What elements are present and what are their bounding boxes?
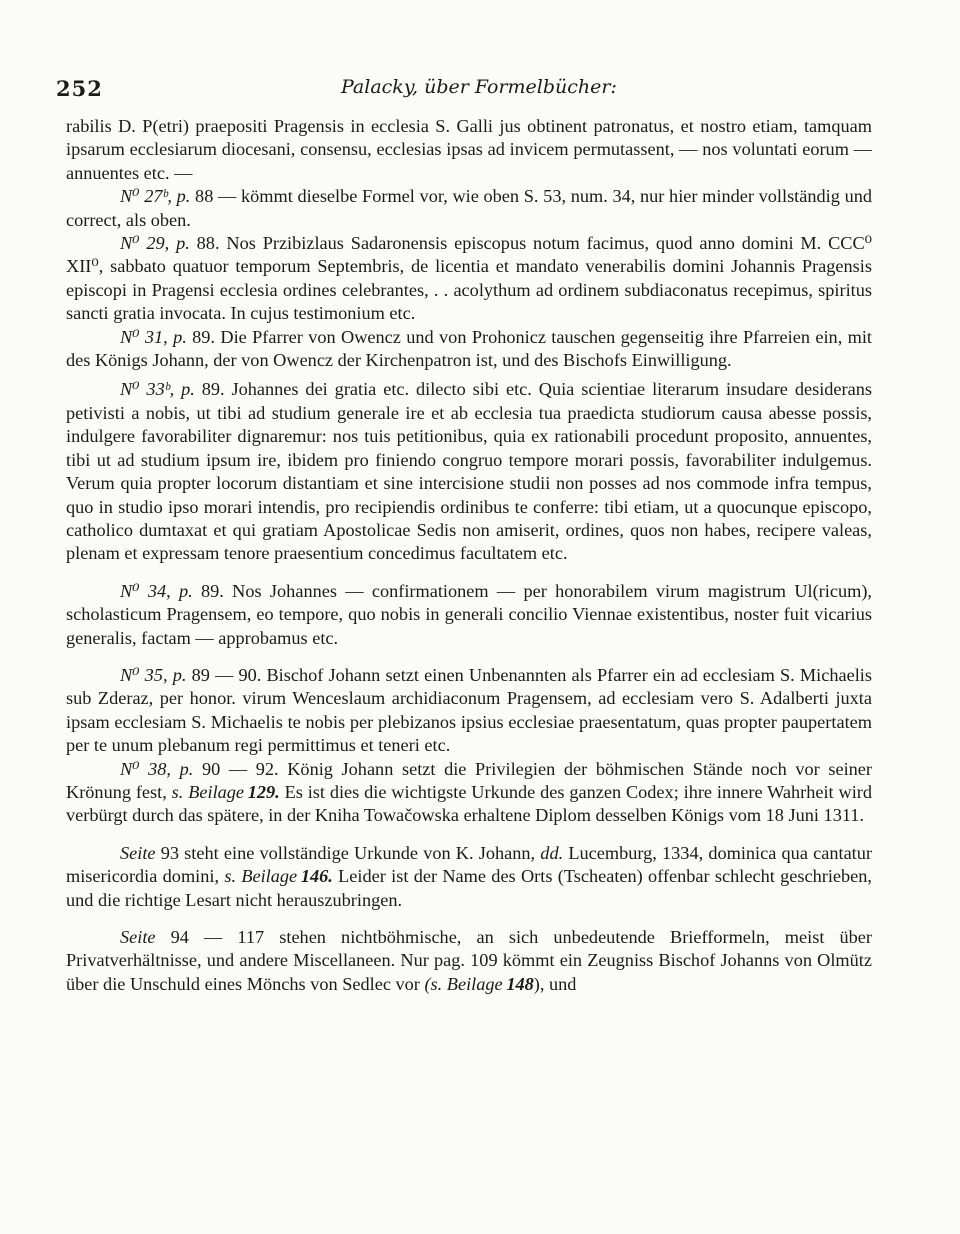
beilage-ref: s. Beilage	[224, 866, 298, 887]
seite-93	[66, 842, 872, 912]
entry-29	[66, 232, 872, 326]
entry-text-continued: Es ist dies die wichtigste Urkunde des ganzen Codex; ihre innere Wahrheit wird verbürgt durch das spätere, in der Kniha Towačowska erhaltene Diplom desselben Königs vom 18 Juni 1311.	[66, 781, 872, 826]
page-header	[56, 76, 876, 106]
entry-text: 89 — 90. Bischof Johann setzt einen Unbenannten als Pfarrer ein ad ecclesiam S. Michaelis sub Zderaz, per honor. virum Wenceslaum archidiaconum Pragensem, ad ecclesiam vero S. Adalberti juxta ipsam ecclesiam S. Michaelis te nobis per plebizanos ipsius ecclesiae praesentatum, quas propter paupertatem per te unum plebanum regi permittimus et teneri etc.	[66, 664, 873, 756]
page-number: 252	[56, 76, 103, 101]
beilage-number: 129.	[247, 781, 280, 802]
entry-35	[66, 664, 872, 758]
running-title: Palacky, über Formelbücher:	[341, 76, 617, 98]
entry-31	[66, 326, 872, 373]
entry-text: 88. Nos Przibizlaus Sadaronensis episcopus notum facimus, quod anno domini M. CCC⁰ XII⁰, sabbato quatuor temporum Septembris, de licentia et mandato venerabilis domini Johannis Pragensis episcopi in Pragensi ecclesia ordines celebrantes, . . acolythum ad ordinem subdiaconatus recepimus, spiritus sancti gratia invocata. In cujus testimonium etc.	[66, 233, 872, 324]
entry-ref: N⁰ 27ᵇ, p.	[120, 186, 191, 207]
entry-text: 88 — kömmt dieselbe Formel vor, wie oben S. 53, num. 34, nur hier minder vollständig und correct, als oben.	[66, 186, 872, 230]
entry-text: 89. Nos Johannes — confirmationem — per honorabilem virum magistrum Ul(ricum), scholasticum Pragensem, eo tempore, quo nobis in generali concilio Viennae existentibus, noster fuit vicarius generalis, factam — approbamus etc.	[66, 580, 872, 648]
beilage-ref: (s. Beilage	[424, 973, 503, 994]
paragraph-continuation	[66, 115, 872, 185]
entry-38	[66, 758, 872, 828]
entry-text: 89. Die Pfarrer von Owencz und von Prohonicz tauschen gegenseitig ihre Pfarreien ein, mit des Königs Johann, der von Owencz der Kirchenpatron ist, und des Bischofs Einwilligung.	[66, 326, 872, 371]
seite-text-end: ), und	[533, 973, 577, 994]
entry-ref: N⁰ 35, p.	[120, 664, 187, 685]
entry-ref: N⁰ 38, p.	[120, 758, 194, 779]
entry-34	[66, 580, 872, 650]
seite-text: 94 — 117 stehen nichtböhmische, an sich unbedeutende Briefformeln, meist über Privatverhältnisse, und andere Miscellaneen. Nur pag. 109 kömmt ein Zeugniss Bischof Johanns von Olmütz über die Unschuld eines Mönchs von Sedlec vor	[66, 927, 872, 994]
paragraph-text: rabilis D. P(etri) praepositi Pragensis in ecclesia S. Galli jus obtinent patronatus, et nostro etiam, tamquam ipsarum ecclesiarum diocesani, consensu, ecclesias ipsas ad invicem permutassent, — nos voluntati eorum — annuentes etc. —	[66, 116, 872, 183]
seite-text: 93 steht eine vollständige Urkunde von K. Johann,	[155, 842, 541, 863]
entry-ref: N⁰ 29, p.	[120, 233, 190, 254]
beilage-ref: s. Beilage	[171, 781, 245, 802]
seite-ref: Seite	[120, 927, 156, 947]
seite-text-continued: Lucemburg, 1334, dominica qua cantatur misericordia domini,	[66, 842, 872, 887]
entry-ref: N⁰ 34, p.	[120, 580, 193, 601]
entry-33b	[66, 378, 872, 565]
beilage-number: 148	[506, 973, 534, 994]
entry-ref: N⁰ 31, p.	[120, 326, 187, 347]
beilage-number: 146.	[300, 866, 333, 887]
seite-ref: Seite	[120, 842, 156, 863]
entry-ref: N⁰ 33ᵇ, p.	[120, 379, 195, 400]
seite-text-end: Leider ist der Name des Orts (Tscheaten) offenbar schlecht geschrieben, und die richtige Lesart nicht herauszubringen.	[66, 866, 872, 910]
entry-text: 90 — 92. König Johann setzt die Privilegien der böhmischen Stände noch vor seiner Krönung fest,	[66, 758, 872, 802]
seite-94	[66, 926, 872, 996]
body-text	[66, 115, 872, 996]
dd-abbrev: dd.	[540, 842, 564, 863]
entry-text: 89. Johannes dei gratia etc. dilecto sibi etc. Quia scientiae literarum insudare desiderans petivisti a nobis, ut tibi ad studium generale ire et ab ecclesia tua praedicta studiorum causa abesse possis, indulgere favorabiliter dignaremur: nos tuis petitionibus, quia ex rationabili procedunt proposito, annuentes, tibi ut ad studium ipsum ire, ibidem pro finiendo congruo tempore morari possis, favorabiliter indulgemus. Verum quia propter locorum distantiam et sine intercisione studii non posses ad nos commode infra tempus, quo in studio ipso morari intendis, pro recipiendis ordinibus te conferre: tibi etiam, ut a quocunque episcopo, catholico dumtaxat et qui gratiam Apostolicae Sedis non amiserit, ordines, quos non habes, recipere valeas, plenam et expressam tenore praesentium concedimus facultatem etc.	[66, 379, 872, 564]
entry-27b	[66, 185, 872, 232]
